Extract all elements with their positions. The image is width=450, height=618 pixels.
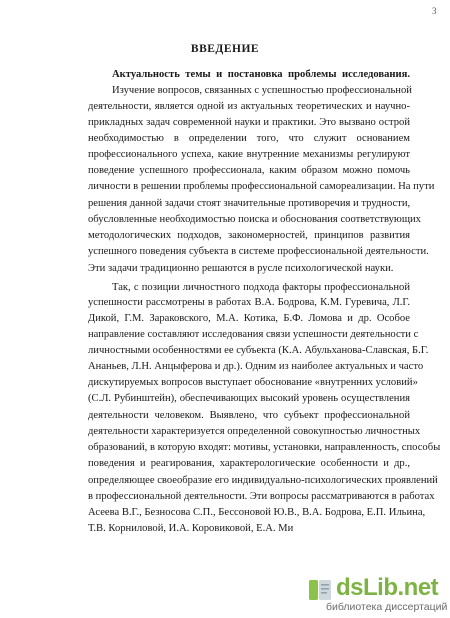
text-line: Ананьев, Л.Н. Анцыферова и др.). Одним из наиболее актуальных и часто: [88, 361, 424, 372]
text-line: необходимостью в определении того, что служит основанием: [88, 133, 410, 144]
text-line: личностными особенностями ее субъекта (К.А. Абульханова-Славская, Б.Г.: [88, 345, 429, 356]
text-line: обусловленные необходимостью поиска и обоснования соответствующих: [88, 214, 421, 225]
text-line: дискутируемых вопросов выступает обоснование «внутренних условий»: [88, 377, 418, 388]
text-line: Дикой, Г.М. Зараковского, М.А. Котика, Б.Ф. Ломова и др. Особое: [88, 313, 410, 324]
page-number: 3: [432, 6, 437, 16]
text-line: деятельности, является одной из актуальных теоретических и научно-: [88, 101, 410, 112]
text-line: профессионального успеха, какие внутренние механизмы регулируют: [88, 149, 410, 160]
text-line: образований, в которую входят: мотивы, установки, направленность, способы: [88, 442, 441, 453]
text-line: Изучение вопросов, связанных с успешностью профессиональной: [112, 85, 412, 96]
watermark-tagline: библиотека диссертаций: [326, 601, 448, 613]
text-line: успешности рассмотрены в работах В.А. Бодрова, К.М. Гуревича, Л.Г.: [88, 297, 410, 308]
dslib-logo-icon: [306, 576, 334, 604]
text-line: Эти задачи традиционно решаются в русле психологической науки.: [88, 263, 394, 274]
text-line: успешного поведения субъекта в системе профессиональной деятельности.: [88, 246, 429, 257]
text-line: поведение успешного профессионала, каким образом можно помочь: [88, 165, 410, 176]
text-line: деятельности характеризуется определенной совокупностью личностных: [88, 426, 421, 437]
text-line: Асеева В.Г., Безносова С.П., Бессоновой Ю.В., В.А. Бодрова, Е.П. Ильина,: [88, 507, 426, 518]
text-line: (С.Л. Рубинштейн), обеспечивающих высокий уровень осуществления: [88, 393, 410, 404]
text-line: Актуальность темы и постановка проблемы исследования.: [112, 69, 410, 80]
text-line: поведения и реагирования, характерологические особенности и др.,: [88, 458, 410, 469]
text-line: методологических подходов, закономерностей, принципов развития: [88, 230, 410, 241]
text-line: направление составляют исследования связи успешности деятельности с: [88, 329, 419, 340]
text-line: определяющее своеобразие его индивидуально-психологических проявлений: [88, 475, 438, 486]
text-line: личности в решении проблемы профессиональной самореализации. На пути: [88, 181, 435, 192]
text-line: в профессиональной деятельности. Эти вопросы рассматриваются в работах: [88, 491, 435, 502]
watermark-brand: dsLib.net: [336, 574, 439, 601]
section-title: ВВЕДЕНИЕ: [190, 43, 260, 55]
watermark: [292, 574, 448, 616]
text-line: Т.В. Корниловой, И.А. Коровиковой, Е.А. Ми: [88, 523, 294, 534]
text-line: решения данной задачи стоят значительные противоречия и трудности,: [88, 198, 411, 209]
text-line: деятельности человеком. Выявлено, что субъект профессиональной: [88, 410, 410, 421]
text-line: Так, с позиции личностного подхода факторы профессиональной: [112, 282, 410, 293]
text-line: прикладных задач современной науки и практики. Это вызвано острой: [88, 117, 410, 128]
